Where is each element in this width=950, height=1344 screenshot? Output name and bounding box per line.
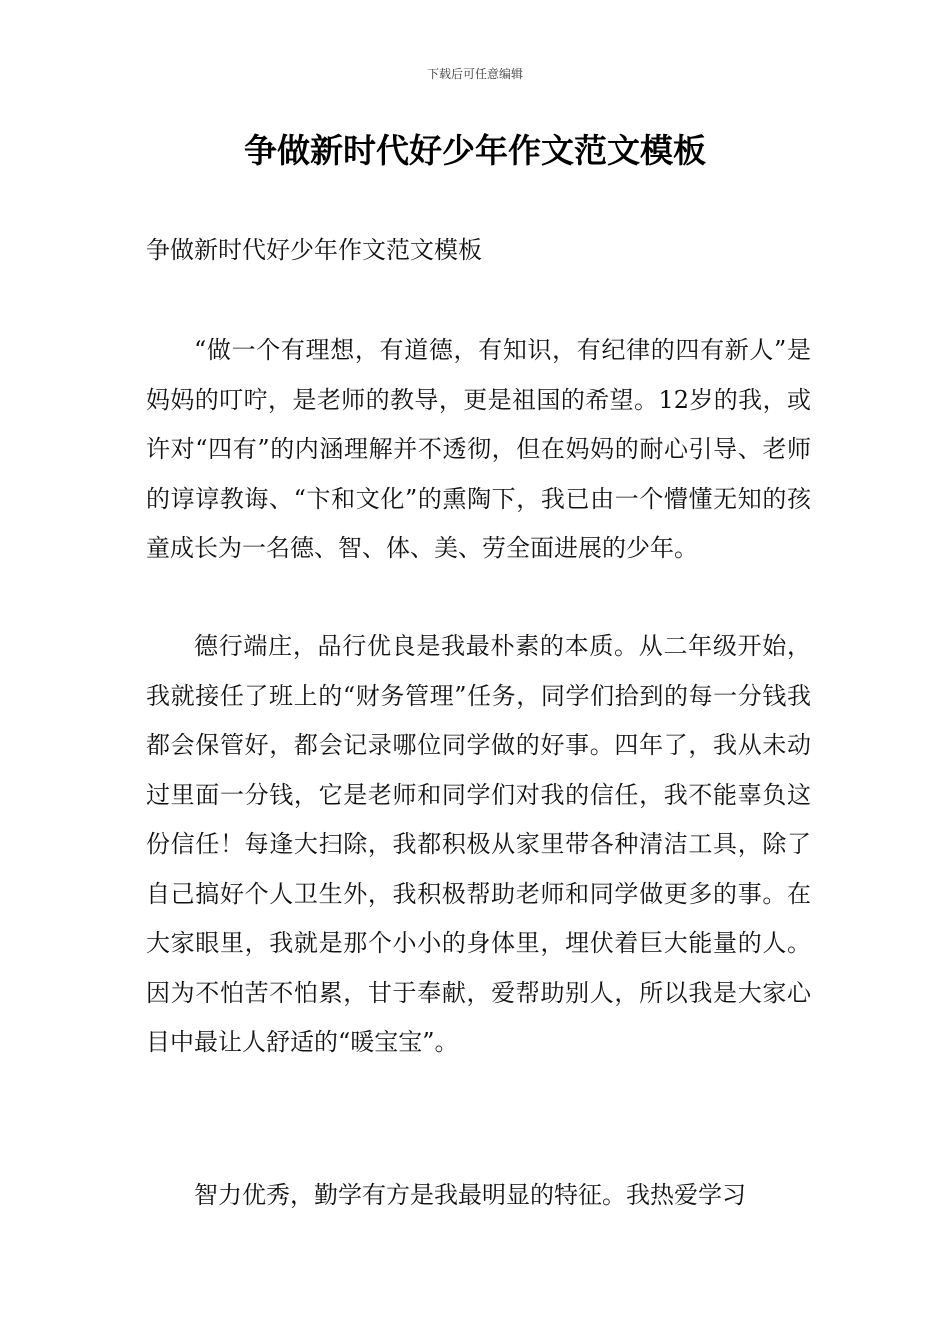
download-note: 下载后可任意编辑: [426, 67, 523, 81]
paragraph-2: 德行端庄，品行优良是我最朴素的本质。从二年级开始，我就接任了班上的“财务管理”任务，同学们拾到的每一分钱我都会保管好，都会记录哪位同学做的好事。四年了，我从未动过里面一分钱，它是老师和同学们对我的信任，我不能辜负这份信任！每逢大扫除，我都积极从家里带各种清洁工具，除了自己搞好个人卫生外，我积极帮助老师和同学做更多的事。在大家眼里，我就是那个小小的身体里，埋伏着巨大能量的人。因为不怕苦不怕累，甘于奉献，爱帮助别人，所以我是大家心目中最让人舒适的“暖宝宝”。: [146, 632, 811, 1056]
document-title: 争做新时代好少年作文范文模板: [244, 131, 706, 170]
document-subtitle: 争做新时代好少年作文范文模板: [146, 236, 482, 264]
paragraph-3: 智力优秀，勤学有方是我最明显的特征。我热爱学习: [194, 1181, 746, 1209]
paragraph-1: “做一个有理想，有道德，有知识，有纪律的四有新人”是妈妈的叮咛，是老师的教导，更是祖国的希望。12岁的我，或许对“四有”的内涵理解并不透彻，但在妈妈的耐心引导、老师的谆谆教诲、“卞和文化”的熏陶下，我已由一个懵懂无知的孩童成长为一名德、智、体、美、劳全面进展的少年。: [146, 336, 811, 562]
